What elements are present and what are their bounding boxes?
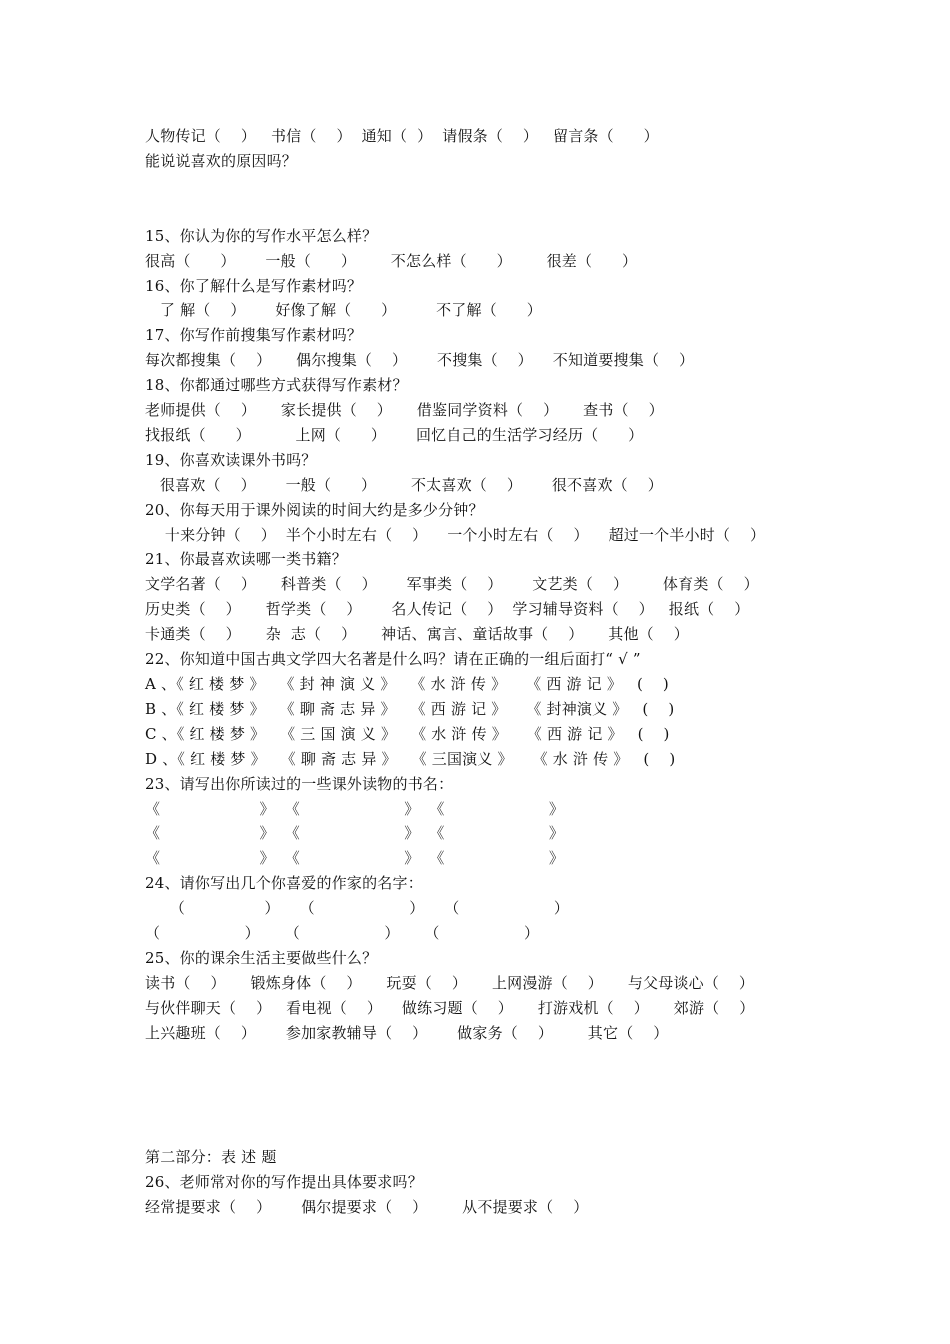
answer-options: 十来分钟（ ） 半个小时左右（ ） 一个小时左右（ ） 超过一个半小时（ ） (145, 526, 766, 544)
answer-options: 历史类（ ） 哲学类（ ） 名人传记（ ） 学习辅导资料（ ） 报纸（ ） (145, 600, 750, 618)
answer-options: 很高（ ） 一般（ ） 不怎么样（ ） 很差（ ） (145, 252, 638, 270)
question-heading: 18、你都通过哪些方式获得写作素材？ (145, 376, 408, 394)
answer-options: 很喜欢（ ） 一般（ ） 不太喜欢（ ） 很不喜欢（ ） (145, 476, 663, 494)
question-heading: 24、请你写出几个你喜爱的作家的名字： (145, 874, 423, 892)
question-heading: 25、你的课余生活主要做些什么？ (145, 949, 378, 967)
question-heading: 17、你写作前搜集写作素材吗？ (145, 326, 363, 344)
answer-options: D 、《 红 楼 梦 》 《 聊 斋 志 异 》 《 三国演义 》 《 水 浒 传 》 ( ) (145, 750, 676, 768)
answer-options: 读书（ ） 锻炼身体（ ） 玩耍（ ） 上网漫游（ ） 与父母谈心（ ） (145, 974, 755, 992)
question-heading: 15、你认为你的写作水平怎么样？ (145, 227, 378, 245)
answer-options: 上兴趣班（ ） 参加家教辅导（ ） 做家务（ ） 其它（ ） (145, 1024, 669, 1042)
answer-options: A 、《 红 楼 梦 》 《 封 神 演 义 》 《 水 浒 传 》 《 西 游 记 》 ( ) (145, 675, 669, 693)
answer-options: 与伙伴聊天（ ） 看电视（ ） 做练习题（ ） 打游戏机（ ） 郊游（ ） (145, 999, 755, 1017)
section-heading: 第二部分：表 述 题 (145, 1148, 277, 1166)
fill-in-blanks: 《 》 《 》 《 》 (145, 849, 565, 867)
answer-options: 了 解（ ） 好像了解（ ） 不了解（ ） (145, 301, 542, 319)
question-heading: 21、你最喜欢读哪一类书籍？ (145, 550, 347, 568)
text-line: 人物传记（ ） 书信（ ） 通知（ ） 请假条（ ） 留言条（ ） (145, 127, 659, 145)
fill-in-blanks: （ ） （ ） （ ） (145, 924, 540, 942)
question-heading: 22、你知道中国古典文学四大名著是什么吗？请在正确的一组后面打“ √ ” (145, 650, 641, 668)
question-heading: 26、老师常对你的写作提出具体要求吗？ (145, 1173, 423, 1191)
fill-in-blanks: 《 》 《 》 《 》 (145, 800, 565, 818)
answer-options: 经常提要求（ ） 偶尔提要求（ ） 从不提要求（ ） (145, 1198, 589, 1216)
answer-options: 老师提供（ ） 家长提供（ ） 借鉴同学资料（ ） 查书（ ） (145, 401, 664, 419)
question-heading: 19、你喜欢读课外书吗？ (145, 451, 317, 469)
fill-in-blanks: 《 》 《 》 《 》 (145, 824, 565, 842)
answer-options: B 、《 红 楼 梦 》 《 聊 斋 志 异 》 《 西 游 记 》 《 封神演义 》 ( ) (145, 700, 675, 718)
fill-in-blanks: （ ） （ ） （ ） (145, 899, 570, 917)
answer-options: 找报纸（ ） 上网（ ） 回忆自己的生活学习经历（ ） (145, 426, 644, 444)
question-heading: 16、你了解什么是写作素材吗？ (145, 277, 363, 295)
text-line: 能说说喜欢的原因吗？ (145, 152, 298, 170)
answer-options: 卡通类（ ） 杂 志（ ） 神话、寓言、童话故事（ ） 其他（ ） (145, 625, 689, 643)
question-heading: 23、请写出你所读过的一些课外读物的书名： (145, 775, 454, 793)
answer-options: 每次都搜集（ ） 偶尔搜集（ ） 不搜集（ ） 不知道要搜集（ ） (145, 351, 695, 369)
question-heading: 20、你每天用于课外阅读的时间大约是多少分钟？ (145, 501, 484, 519)
answer-options: 文学名著（ ） 科普类（ ） 军事类（ ） 文艺类（ ） 体育类（ ） (145, 575, 759, 593)
answer-options: C 、《 红 楼 梦 》 《 三 国 演 义 》 《 水 浒 传 》 《 西 游 记 》 ( ) (145, 725, 670, 743)
